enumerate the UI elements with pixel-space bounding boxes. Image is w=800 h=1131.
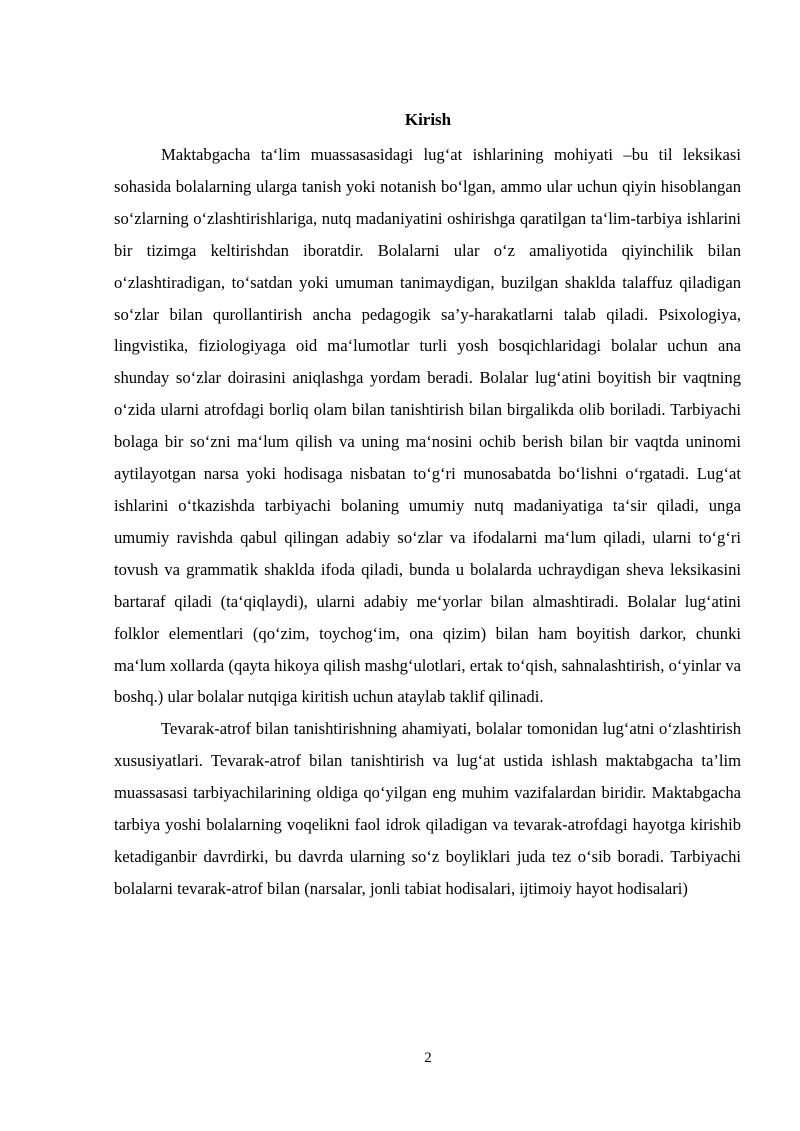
paragraph: Tevarak-atrof bilan tanishtirishning ahamiyati, bolalar tomonidan lug‘atni o‘zlashtirish xususiyatlari. Tevarak-atrof bilan tanishtirish va lug‘at ustida ishlash maktabgacha ta’lim muassasasi tarbiyachilarining oldiga qo‘yilgan eng muhim vazifalardan biridir. Maktabgacha tarbiya yoshi bolalarning voqelikni faol idrok qiladigan va tevarak-atrofdagi hayotga kirishib ketadiganbir davrdirki, bu davrda ularning so‘z boyliklari juda tez o‘sib boradi. Tarbiyachi bolalarni tevarak-atrof bilan (narsalar, jonli tabiat hodisalari, ijtimoiy hayot hodisalari) [114, 719, 741, 898]
paragraph: Maktabgacha ta‘lim muassasasidagi lug‘at ishlarining mohiyati –bu til leksikasi sohasida bolalarning ularga tanish yoki notanish bo‘lgan, ammo ular uchun qiyin hisoblangan so‘zlarning o‘zlashtirishlariga, nutq madaniyatini oshirishga qaratilgan ta‘lim-tarbiya ishlarini bir tizimga keltirishdan iboratdir. Bolalarni ular o‘z amaliyotida qiyinchilik bilan o‘zlashtiradigan, to‘satdan yoki umuman tanimaydigan, buzilgan shaklda talaffuz qiladigan so‘zlar bilan qurollantirish ancha pedagogik sa’y-harakatlarni talab qiladi. Psixologiya, lingvistika, fiziologiyaga oid ma‘lumotlar turli yosh bosqichlaridagi bolalar uchun ana shunday so‘zlar doirasini aniqlashga yordam beradi. Bolalar lug‘atini boyitish bir vaqtning o‘zida ularni atrofdagi borliq olam bilan tanishtirish bilan birgalikda olib boriladi. Tarbiyachi bolaga bir so‘zni ma‘lum qilish va uning ma‘nosini ochib berish bilan bir vaqtda uninomi aytilayotgan narsa yoki hodisaga nisbatan to‘g‘ri munosabatda bo‘lishni o‘rgatadi. Lug‘at ishlarini o‘tkazishda tarbiyachi bolaning umumiy nutq madaniyatiga ta‘sir qiladi, unga umumiy ravishda qabul qilingan adabiy so‘zlar va ifodalarni ma‘lum qiladi, ularni to‘g‘ri tovush va grammatik shaklda ifoda qiladi, bunda u bolalarda uchraydigan sheva leksikasini bartaraf qiladi (ta‘qiqlaydi), ularni adabiy me‘yorlar bilan almashtiradi. Bolalar lug‘atini folklor elementlari (qo‘zim, toychog‘im, ona qizim) bilan ham boyitish darkor, chunki ma‘lum xollarda (qayta hikoya qilish mashg‘ulotlari, ertak to‘qish, sahnalashtirish, o‘yinlar va boshq.) ular bolalar nutqiga kiritish uchun ataylab taklif qilinadi. [114, 145, 741, 707]
page-number: 2 [424, 1050, 432, 1066]
section-title: Kirish [404, 110, 452, 129]
body-text [114, 139, 741, 905]
